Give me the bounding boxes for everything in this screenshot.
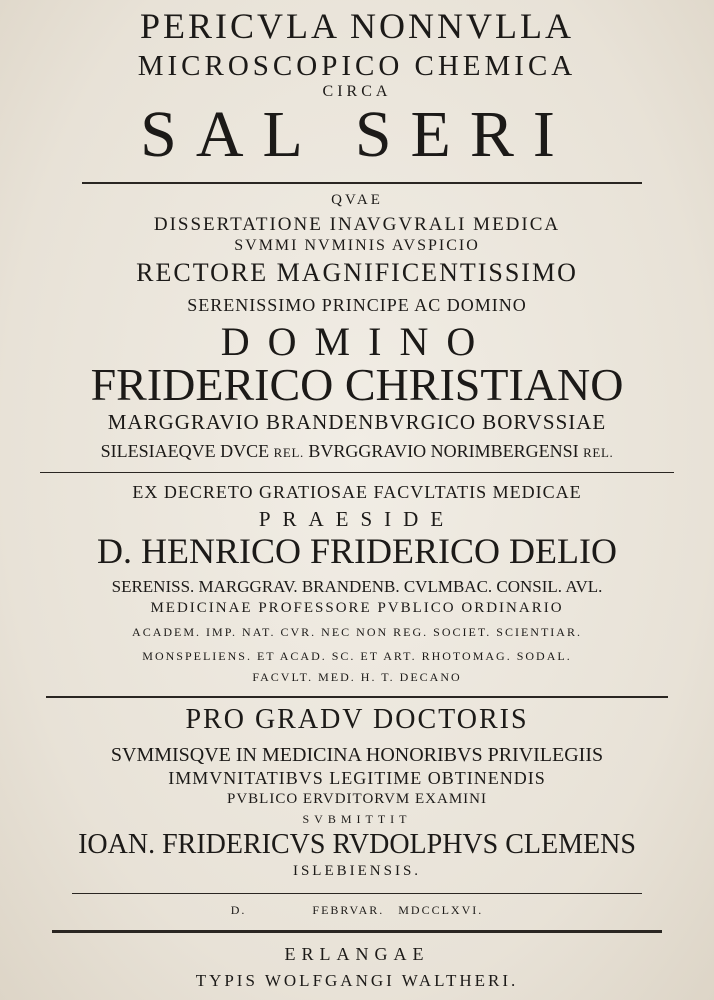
divider-2 [40,472,674,473]
praeses-line-2: PRAESIDE [258,507,456,531]
praeses-line-5: MEDICINAE PROFESSORE PVBLICO ORDINARIO [150,600,564,616]
rector-line-3: MARGGRAVIO BRANDENBVRGICO BORVSSIAE [107,410,607,434]
divider-4 [72,893,642,894]
divider-3 [46,696,668,698]
praeses-line-3: D. HENRICO FRIDERICO DELIO [97,531,617,571]
degree-line-5: SVBMITTIT [302,812,412,826]
rector-line-2: FRIDERICO CHRISTIANO [90,359,624,410]
imprint-line-1: ERLANGAE [284,944,430,964]
date-month: FEBRVAR. [312,903,385,917]
dissertation-line-1: QVAE [331,192,383,208]
degree-line-4: PVBLICO ERVDITORVM EXAMINI [227,791,487,807]
date-line [0,904,714,916]
rector-line-4-mid: BVRGGRAVIO NORIMBERGENSI [308,441,579,461]
praeses-line-8: FACVLT. MED. H. T. DECANO [252,670,462,684]
praeses-line-4: SERENISS. MARGGRAV. BRANDENB. CVLMBAC. CONSIL. AVL. [111,577,603,596]
title-line-1: PERICVLA NONNVLLA [140,6,574,46]
date-year: MDCCLXVI. [398,903,484,917]
praeses-line-1: EX DECRETO GRATIOSAE FACVLTATIS MEDICAE [132,482,582,502]
title-line-2: MICROSCOPICO CHEMICA [137,50,577,82]
praeses-line-7: MONSPELIENS. ET ACAD. SC. ET ART. RHOTOMAG. SODAL. [142,649,572,663]
rector-line-4-rel-1: REL. [273,445,304,460]
degree-line-3: IMMVNITATIBVS LEGITIME OBTINENDIS [168,768,546,788]
dissertation-line-2: DISSERTATIONE INAVGVRALI MEDICA [153,214,561,235]
date-day: D. [230,903,247,917]
rector-line-4-rel-2: REL. [583,445,614,460]
imprint-line-2: TYPIS WOLFGANGI WALTHERI. [195,971,519,990]
dissertation-line-5: SERENISSIMO PRINCIPE AC DOMINO [187,295,527,315]
rector-line-1: DOMINO [220,319,494,364]
divider-5 [52,930,662,933]
praeses-line-6: ACADEM. IMP. NAT. CVR. NEC NON REG. SOCIET. SCIENTIAR. [132,625,582,639]
divider-1 [82,182,642,184]
degree-line-1: PRO GRADV DOCTORIS [185,704,529,735]
degree-line-7: ISLEBIENSIS. [292,863,422,879]
dissertation-line-4: RECTORE MAGNIFICENTISSIMO [136,258,578,287]
dissertation-line-3: SVMMI NVMINIS AVSPICIO [234,237,480,254]
degree-line-2: SVMMISQVE IN MEDICINA HONORIBVS PRIVILEGIIS [110,744,604,766]
title-main: SAL SERI [140,98,574,171]
degree-line-6: IOAN. FRIDERICVS RVDOLPHVS CLEMENS [78,829,636,860]
rector-line-4-main: SILESIAEQVE DVCE [100,441,270,461]
rector-line-4 [0,442,714,460]
title-line-3: CIRCA [322,83,392,100]
